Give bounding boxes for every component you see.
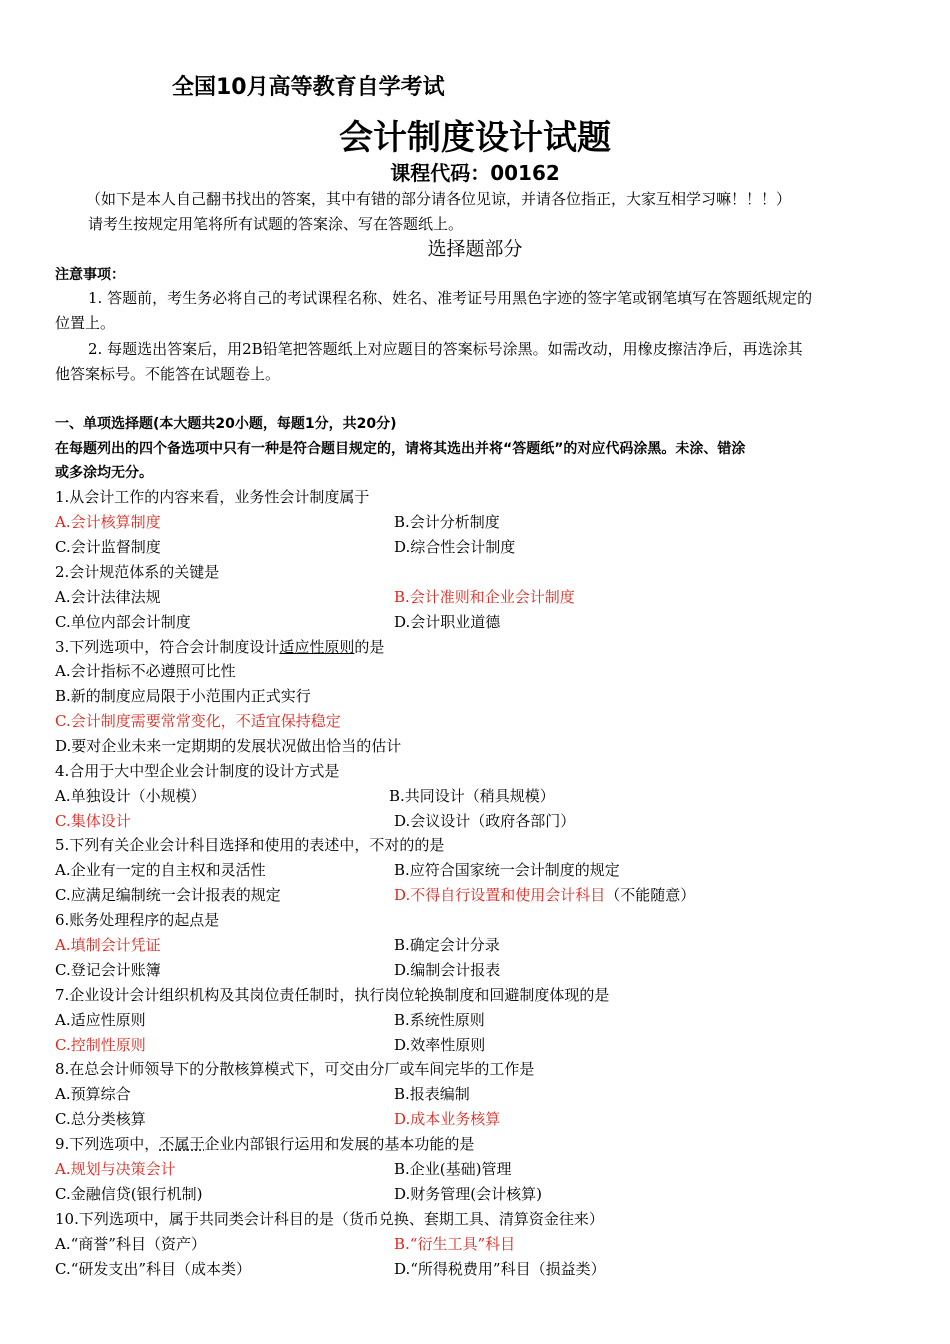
question-10-option-a: A.“商誉”科目（资产） [55, 1235, 206, 1253]
question-9-option-d: D.财务管理(会计核算) [394, 1185, 542, 1203]
notice-item-2: 2. 每题选出答案后，用2B铅笔把答题纸上对应题目的答案标号涂黑。如需改动，用橡皮擦洁净后，再选涂其 [88, 340, 803, 358]
question-9-stem-emphasis: 不属于 [159, 1135, 205, 1153]
question-5-option-d-note: （不能随意） [605, 886, 696, 904]
notice-item-1-cont: 位置上。 [55, 314, 116, 332]
question-10-option-c: C.“研发支出”科目（成本类） [55, 1260, 252, 1278]
question-8-option-c: C.总分类核算 [55, 1110, 146, 1128]
question-7-option-a: A.适应性原则 [55, 1011, 146, 1029]
question-5-option-d-answer: D.不得自行设置和使用会计科目 [394, 886, 606, 904]
question-3-stem-post: 的是 [354, 638, 385, 656]
question-10-option-b: B.“衍生工具”科目 [394, 1235, 516, 1253]
question-4-option-c: C.集体设计 [55, 812, 131, 830]
question-3-stem [55, 637, 384, 657]
question-3-stem-pre: 3.下列选项中，符合会计制度设计 [55, 638, 280, 656]
question-4-option-d: D.会议设计（政府各部门） [394, 812, 576, 830]
question-5-stem: 5.下列有关企业会计科目选择和使用的表述中，不对的的是 [55, 836, 445, 854]
exam-name: 全国10月高等教育自学考试 [172, 75, 445, 100]
question-3-option-d: D.要对企业未来一定期期的发展状况做出恰当的估计 [55, 737, 402, 755]
question-3-option-b: B.新的制度应局限于小范围内正式实行 [55, 687, 311, 705]
page-title: 会计制度设计试题 [339, 118, 611, 158]
question-7-option-d: D.效率性原则 [394, 1036, 486, 1054]
question-5-option-c: C.应满足编制统一会计报表的规定 [55, 886, 281, 904]
question-9-option-c: C.金融信贷(银行机制) [55, 1185, 203, 1203]
question-7-option-b: B.系统性原则 [394, 1011, 485, 1029]
notice-heading: 注意事项： [55, 267, 125, 283]
notice-item-1: 1. 答题前，考生务必将自己的考试课程名称、姓名、准考证号用黑色字迹的签字笔或钢笔填写在答题纸规定的 [88, 289, 813, 307]
question-2-option-a: A.会计法律法规 [55, 588, 161, 606]
question-8-option-d: D.成本业务核算 [394, 1110, 501, 1128]
question-2-stem: 2.会计规范体系的关键是 [55, 563, 220, 581]
question-1-option-a: A.会计核算制度 [55, 513, 161, 531]
course-code: 课程代码：00162 [390, 161, 560, 185]
question-3-option-a: A.会计指标不必遵照可比性 [55, 662, 236, 680]
question-6-option-a: A.填制会计凭证 [55, 936, 161, 954]
question-6-option-d: D.编制会计报表 [394, 961, 501, 979]
section-title: 选择题部分 [427, 238, 523, 260]
question-4-stem: 4.合用于大中型企业会计制度的设计方式是 [55, 762, 340, 780]
author-note: （如下是本人自己翻书找出的答案，其中有错的部分请各位见谅，并请各位指正，大家互相学习嘛！！！） [86, 190, 792, 208]
question-9-stem [55, 1134, 474, 1154]
question-7-option-c: C.控制性原则 [55, 1036, 146, 1054]
question-9-stem-post: 企业内部银行运用和发展的基本功能的是 [204, 1135, 475, 1153]
question-9-option-b: B.企业(基础)管理 [394, 1160, 512, 1178]
question-8-option-b: B.报表编制 [394, 1085, 470, 1103]
exam-instruction: 请考生按规定用笔将所有试题的答案涂、写在答题纸上。 [88, 215, 464, 233]
question-1-option-d: D.综合性会计制度 [394, 538, 516, 556]
question-10-option-d: D.“所得税费用”科目（损益类） [394, 1260, 606, 1278]
question-1-option-c: C.会计监督制度 [55, 538, 161, 556]
question-2-option-c: C.单位内部会计制度 [55, 613, 191, 631]
question-3-option-c: C.会计制度需要常常变化，不适宜保持稳定 [55, 712, 341, 730]
question-8-option-a: A.预算综合 [55, 1085, 131, 1103]
part1-heading: 一、单项选择题(本大题共20小题，每题1分，共20分) [55, 416, 397, 432]
question-8-stem: 8.在总会计师领导下的分散核算模式下，可交由分厂或车间完毕的工作是 [55, 1060, 535, 1078]
part1-description-cont: 或多涂均无分。 [55, 465, 153, 481]
question-6-stem: 6.账务处理程序的起点是 [55, 911, 220, 929]
question-1-option-b: B.会计分析制度 [394, 513, 500, 531]
question-5-option-b: B.应符合国家统一会计制度的规定 [394, 861, 620, 879]
question-5-option-d [394, 885, 695, 905]
question-2-option-d: D.会计职业道德 [394, 613, 501, 631]
question-5-option-a: A.企业有一定的自主权和灵活性 [55, 861, 266, 879]
question-2-option-b: B.会计准则和企业会计制度 [394, 588, 575, 606]
notice-item-2-cont: 他答案标号。不能答在试题卷上。 [55, 365, 281, 383]
question-10-stem: 10.下列选项中，属于共同类会计科目的是（货币兑换、套期工具、清算资金往来） [55, 1210, 604, 1228]
question-9-stem-pre: 9.下列选项中， [55, 1135, 160, 1153]
question-7-stem: 7.企业设计会计组织机构及其岗位责任制时，执行岗位轮换制度和回避制度体现的是 [55, 986, 610, 1004]
question-9-option-a: A.规划与决策会计 [55, 1160, 176, 1178]
question-4-option-b: B.共同设计（稍具规模） [389, 787, 555, 805]
question-3-stem-underlined: 适应性原则 [279, 638, 355, 656]
part1-description: 在每题列出的四个备选项中只有一种是符合题目规定的，请将其选出并将“答题纸”的对应代码涂黑。未涂、错涂 [55, 441, 746, 457]
question-6-option-b: B.确定会计分录 [394, 936, 500, 954]
question-4-option-a: A.单独设计（小规模） [55, 787, 206, 805]
question-1-stem: 1.从会计工作的内容来看，业务性会计制度属于 [55, 488, 370, 506]
question-6-option-c: C.登记会计账簿 [55, 961, 161, 979]
